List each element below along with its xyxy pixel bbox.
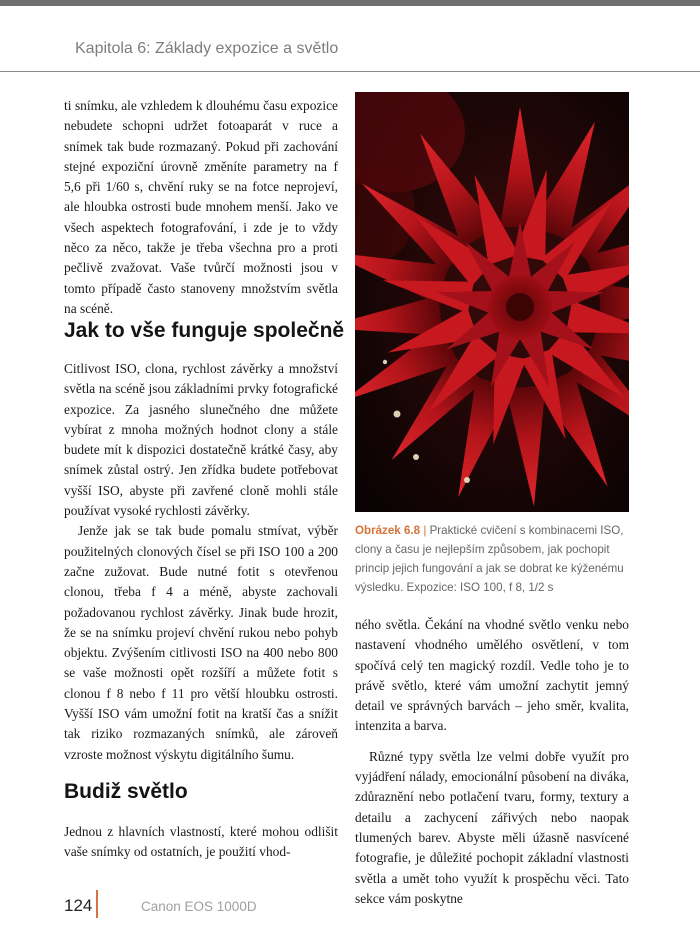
header-rule	[0, 71, 700, 72]
page-number: 124	[64, 896, 93, 915]
section-heading-jak-to-vse: Jak to vše funguje společně	[64, 319, 345, 342]
paragraph-ruzne: Různé typy světla lze velmi dobře využít pro vyjádření nálady, emocionální působení na diváka, zdůraznění nebo potlačení tvaru, formy, textury a detailu a zachycení zářivých nebo naopak tlumených barev. Abyste měli úžasně nasvícené fotografie, je důležité pochopit základní vlastnosti světla a umět toho využít k prospěchu věci. Tato sekce vám poskytne	[355, 748, 629, 906]
folio-divider	[96, 890, 98, 918]
right-column	[355, 615, 629, 909]
paragraph-cont: ného světla. Čekání na vhodné světlo venku nebo nastavení vhodného umělého osvětlení, v tom spočívá celý ten magický rozdíl. Vedle toho je to právě světlo, které vám umožní zachytit jemný detail ve správných barvách – jeho směr, kvalita, intenzita a barva.	[355, 617, 629, 734]
dahlia-photo	[355, 92, 629, 512]
left-column-section-1	[64, 359, 338, 765]
figure-caption-text: Praktické cvičení s kombinacemi ISO, clony a času je nejlepším způsobem, jak pochopit princip jejich fungování a jak se dobrat ke kýženému výsledku. Expozice: ISO 100, f 8, 1/2 s	[355, 524, 624, 594]
paragraph-jenze: Jenže jak se tak bude pomalu stmívat, výběr použitelných clonových čísel se při ISO 100 a 200 začne zužovat. Bude nutné fotit s otevřenou clonou, třeba f 4 a méně, abyste zachovali požadovanou rychlost závěrky. Jinak bude hrozit, že se na snímku projeví chvění rukou nebo pohyb objektu. Zvýšením citlivosti ISO na 400 nebo 800 se vaše možnosti opět rozšíří a můžete fotit s clonou f 8 nebo f 11 pro větší hloubku ostrosti. Vyšší ISO vám umožní fotit na kratší čas a snížit tak riziko rozmazaných snímků, ale zároveň vzroste možnost výskytu digitálního šumu.	[64, 523, 338, 762]
paragraph-jednou: Jednou z hlavních vlastností, které mohou odlišit vaše snímky od ostatních, je použití vhod-	[64, 824, 338, 860]
paragraph-citlivost: Citlivost ISO, clona, rychlost závěrky a množství světla na scéně jsou základními prvky fotografické expozice. Za jasného slunečného dne můžete vybírat z mnoha možných hodnot clony a stále budete mít k dispozici dostatečně krátké časy, aby snímek zůstal ostrý. Jen zřídka budete potřebovat vyšší ISO, abyste při zavřené cloně mohli stále používat vysoké rychlosti závěrky.	[64, 361, 338, 519]
section-heading-budiz-svetlo: Budiž světlo	[64, 780, 188, 803]
left-column-intro	[64, 96, 338, 319]
top-rule	[0, 0, 700, 6]
caption-separator: |	[423, 524, 430, 537]
paragraph-intro: ti snímku, ale vzhledem k dlouhému času expozice nebudete schopni udržet fotoaparát v ruce a snímek tak bude rozmazaný. Pokud při zachování stejné expoziční úrovně změníte parametry na f 5,6 při 1/60 s, chvění ruky se na fotce neprojeví, ale hloubka ostrosti bude mnohem menší. Jako ve všech aspektech fotografování, i zde je to vždy něco za něco, takže je třeba všechna pro a proti pečlivě zvažovat. Vaše tvůrčí možnosti jsou v tomto případě často stanoveny množstvím světla na scéně.	[64, 98, 338, 316]
book-title: Canon EOS 1000D	[141, 899, 257, 914]
dahlia-illustration	[355, 92, 629, 512]
chapter-title: Kapitola 6: Základy expozice a světlo	[75, 40, 339, 57]
figure-label: Obrázek 6.8	[355, 524, 421, 537]
left-column-section-2	[64, 822, 338, 863]
figure-caption	[355, 521, 629, 597]
